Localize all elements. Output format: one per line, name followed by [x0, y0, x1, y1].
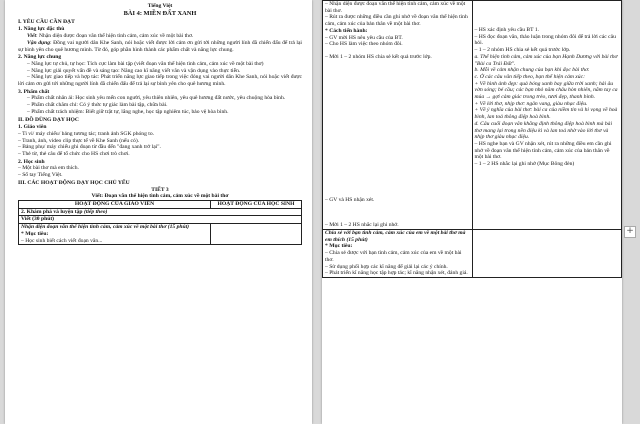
document-page-left	[5, 0, 312, 424]
section-heading: II. ĐỒ DÙNG DẠY HỌC	[18, 116, 79, 123]
column-header-teacher: HOẠT ĐỘNG CỦA GIÁO VIÊN	[19, 200, 211, 208]
table-cell: Chia sẻ với bạn tình cảm, cảm xúc của em về một bài thơ mà em thích (15 phút) * Mục tiêu: – Chia sẻ được với bạn tình cảm, cảm xúc của em về một bài thơ. – Sử dụng phối hợp các kĩ năng để giải lại các ý chính. – Phát triển kĩ năng học tập hợp tác; kĩ năng nhận xét, đánh giá.	[323, 230, 473, 278]
activity-table-continued	[322, 0, 622, 278]
table-cell: Viết (30 phút)	[19, 216, 302, 224]
subsection-heading: 1. Năng lực đặc thù	[18, 26, 65, 33]
subsection-heading: 2. Học sinh	[18, 158, 45, 165]
list-item: – Sổ tay Tiếng Việt.	[18, 172, 63, 179]
column-header-student: HOẠT ĐỘNG CỦA HỌC SINH	[211, 200, 302, 208]
paragraph: Viết: Nhận diện được đoạn văn thể hiện tình cảm, cảm xúc về một bài thơ.	[27, 33, 194, 40]
section-heading: I. YÊU CẦU CẦN ĐẠT	[18, 18, 75, 25]
table-row	[323, 1, 622, 230]
paragraph: – Phẩm chất trách nhiệm: Biết giữ trật tự, lắng nghe, học tập nghiêm túc, bảo vệ hòa bình.	[27, 108, 229, 115]
table-row	[323, 230, 622, 278]
table-row	[19, 216, 302, 224]
add-icon[interactable]: +	[624, 226, 636, 238]
paragraph: – Năng lực tự chủ, tự học: Tích cực làm bài tập (viết đoạn văn thể hiện tình cảm, cảm xúc về một bài thơ)	[27, 60, 264, 67]
list-item: – Ti vi/ máy chiếu/ bảng tương tác; tranh ảnh SGK phóng to.	[18, 130, 155, 137]
table-row	[19, 208, 302, 216]
subject-heading: Tiếng Việt	[147, 3, 173, 9]
paragraph: – Năng lực giải quyết vấn đề và sáng tạo: Năng cao kĩ năng viết văn và vận dụng vào thực tiễn.	[27, 67, 241, 74]
list-item: – Thẻ từ, thẻ câu để tổ chức cho HS chơi trò chơi.	[18, 151, 130, 158]
table-cell	[472, 230, 622, 278]
document-page-right	[322, 0, 622, 424]
table-row	[19, 224, 302, 245]
list-item: – Bảng phụ/ máy chiếu ghi đoạn từ đầu đến "đang xanh trở lại".	[18, 144, 161, 151]
paragraph: – Phẩm chất nhân ái: Học sinh yêu mến con người, yêu thiên nhiên, yêu quê hương đất nước, yêu chuộng hòa bình.	[27, 95, 286, 102]
activity-table	[18, 200, 302, 245]
paragraph: – Phẩm chất chăm chỉ: Có ý thức tự giác làm bài tập, chữa bài.	[27, 102, 168, 109]
section-heading: III. CÁC HOẠT ĐỘNG DẠY HỌC CHỦ YẾU	[18, 179, 130, 186]
period-subtitle: Viết: Đoạn văn thể hiện tình cảm, cảm xúc về một bài thơ	[91, 193, 229, 200]
table-cell: – Nhận diện được đoạn văn thể hiện tình cảm, cảm xúc về một bài thơ. – Rút ra được những điều cần ghi nhớ về đoạn văn thể hiện tình cảm, cảm xúc của bản thân về một bài thơ. * Cách tiến hành: – GV mời HS nêu yêu cầu của BT. – Cho HS làm việc theo nhóm đôi. – Mời 1 – 2 nhóm HS chia sẻ kết quả trước lớp. – GV và HS nhận xét. – Mời 1 – 2 HS nhắc lại ghi nhớ.	[323, 1, 473, 230]
subsection-heading: 3. Phẩm chất	[18, 88, 50, 95]
table-cell	[211, 224, 302, 245]
table-cell: 2. Khám phá và luyện tập (tiếp theo)	[19, 208, 302, 216]
subsection-heading: 1. Giáo viên	[18, 124, 47, 131]
table-cell: – HS xác định yêu cầu BT 1. – HS đọc đoạn văn, thảo luận trong nhóm đôi để trả lời các câu hỏi. – 1 – 2 nhóm HS chia sẻ kết quả trước lớp. a. Thể hiện tình cảm, cảm xúc của bạn Hạnh Dương với bài thơ "Bài ca Trái Đất". b. Mỗi về cảm nhận chung của bạn khi đọc bài thơ. c. Ở các câu văn tiếp theo, bạn thể hiện cảm xúc: + Về hình ảnh đẹp: quả bóng xanh bay giữa trời xanh; hải âu vờn sóng; bé cầu; các bạn nhỏ năm châu hòn nhiên, nắm tay ca múa → gợi cảm giác trong trẻo, tươi đẹp, thanh bình. + Về lời thơ, nhịp thơ: ngân vang, giàu nhạc điệu. + Về ý nghĩa của bài thơ: bài ca của niềm tin và hi vọng về hoà bình, lan toả thông điệp hoà bình. d. Câu cuối đoạn văn khẳng định thông điệp hoà bình mà bài thơ mang lại trong nền điệu kì và lan toả nhờ vào lời thơ và nhịp thơ giàu nhạc điệu. – HS nghe bạn và GV nhận xét, rút ra những điều em cần ghi nhớ về đoạn văn thể hiện tình cảm, cảm xúc của bản thân về một bài thơ. – 1 – 2 HS nhắc lại ghi nhớ (Mục Bông đèn)	[472, 1, 622, 230]
paragraph: – Năng lực giao tiếp và hợp tác: Phát triển năng lực giao tiếp trong việc đóng vai người dân Khe Sanh, nói hoặc viết được lời cảm ơn gửi tới những người lính đã chiến đấu để trả lại sự bình yên cho quê hương mình.	[18, 74, 302, 88]
list-item: – Một bài thơ mà em thích.	[18, 165, 79, 172]
subsection-heading: 2. Năng lực chung	[18, 54, 62, 61]
list-item: – Tranh, ảnh, video clip thực tế về Khe Sanh (nếu có).	[18, 137, 140, 144]
table-cell: Nhận diện đoạn văn thể hiện tình cảm, cảm xúc về một bài thơ (15 phút) * Mục tiêu: – Học sinh biết cách viết đoạn văn...	[19, 224, 211, 245]
lesson-title: BÀI 4: MIỀN ĐẤT XANH	[123, 9, 197, 17]
paragraph: Vận dụng: Đồng vai người dân Khe Sanh, nói hoặc viết được lời cảm ơn gửi tới những người lính đã chiến đấu để trả lại sự bình yên cho quê hương mình. Từ đó, góp phần hình thành các phẩm chất và năng lực chung.	[18, 39, 302, 53]
period-heading: TIẾT 3	[151, 186, 169, 193]
